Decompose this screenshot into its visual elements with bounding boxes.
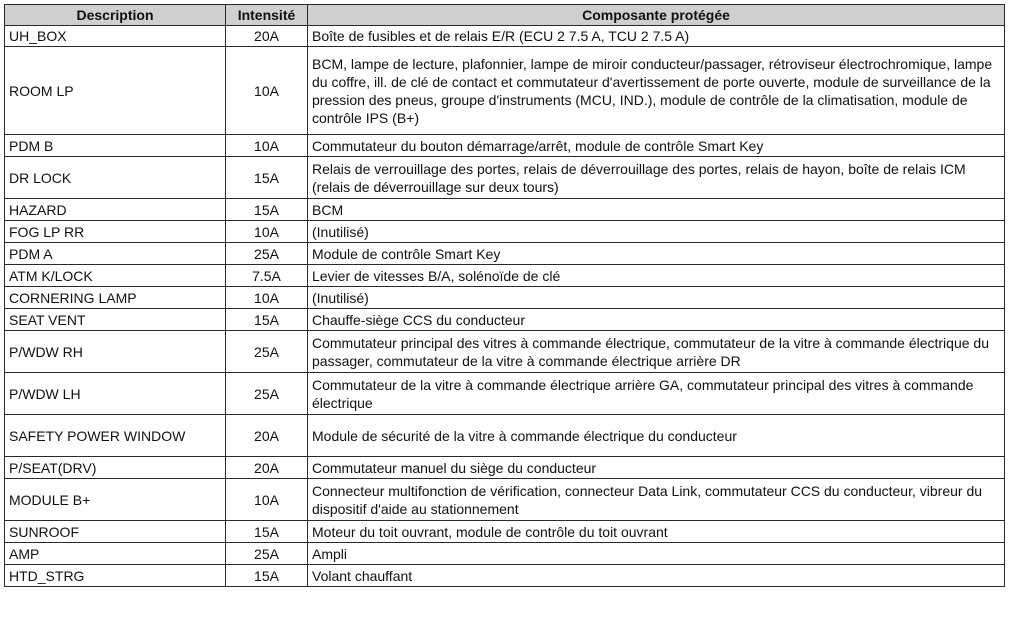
table-row	[5, 543, 1005, 565]
table-row	[5, 565, 1005, 587]
table-row	[5, 457, 1005, 479]
table-row	[5, 47, 1005, 135]
cell-description: AMP	[5, 543, 226, 565]
cell-amperage: 15A	[226, 157, 308, 199]
cell-amperage: 25A	[226, 373, 308, 415]
cell-component: Moteur du toit ouvrant, module de contrôle du toit ouvrant	[308, 521, 1005, 543]
cell-component: Levier de vitesses B/A, solénoïde de clé	[308, 265, 1005, 287]
table-row	[5, 373, 1005, 415]
cell-description: ROOM LP	[5, 47, 226, 135]
table-row	[5, 331, 1005, 373]
cell-amperage: 25A	[226, 543, 308, 565]
cell-component: (Inutilisé)	[308, 221, 1005, 243]
cell-component: Volant chauffant	[308, 565, 1005, 587]
cell-amperage: 25A	[226, 243, 308, 265]
cell-component: BCM	[308, 199, 1005, 221]
cell-amperage: 10A	[226, 221, 308, 243]
cell-amperage: 15A	[226, 199, 308, 221]
cell-amperage: 20A	[226, 415, 308, 457]
cell-amperage: 15A	[226, 565, 308, 587]
cell-description: P/WDW LH	[5, 373, 226, 415]
cell-amperage: 10A	[226, 135, 308, 157]
cell-amperage: 10A	[226, 47, 308, 135]
cell-description: SAFETY POWER WINDOW	[5, 415, 226, 457]
table-row	[5, 221, 1005, 243]
cell-description: HAZARD	[5, 199, 226, 221]
cell-description: P/SEAT(DRV)	[5, 457, 226, 479]
cell-component: BCM, lampe de lecture, plafonnier, lampe de miroir conducteur/passager, rétroviseur électrochromique, lampe du coffre, ill. de clé de contact et commutateur d'avertissement de porte ouverte, module de surveillance de la pression des pneus, groupe d'instruments (MCU, IND.), module de contrôle de la climatisation, module de contrôle IPS (B+)	[308, 47, 1005, 135]
table-body	[5, 26, 1005, 587]
cell-description: HTD_STRG	[5, 565, 226, 587]
cell-description: SEAT VENT	[5, 309, 226, 331]
cell-amperage: 10A	[226, 479, 308, 521]
cell-description: DR LOCK	[5, 157, 226, 199]
cell-component: Chauffe-siège CCS du conducteur	[308, 309, 1005, 331]
cell-description: CORNERING LAMP	[5, 287, 226, 309]
cell-amperage: 25A	[226, 331, 308, 373]
table-row	[5, 415, 1005, 457]
table-row	[5, 135, 1005, 157]
cell-component: Commutateur principal des vitres à commande électrique, commutateur de la vitre à commande électrique du passager, commutateur de la vitre à commande électrique arrière DR	[308, 331, 1005, 373]
table-row	[5, 287, 1005, 309]
table-row	[5, 521, 1005, 543]
table-row	[5, 243, 1005, 265]
cell-component: Relais de verrouillage des portes, relais de déverrouillage des portes, relais de hayon, boîte de relais ICM (relais de déverrouillage sur deux tours)	[308, 157, 1005, 199]
table-row	[5, 479, 1005, 521]
cell-amperage: 20A	[226, 457, 308, 479]
cell-description: ATM K/LOCK	[5, 265, 226, 287]
cell-description: PDM A	[5, 243, 226, 265]
cell-amperage: 7.5A	[226, 265, 308, 287]
cell-component: (Inutilisé)	[308, 287, 1005, 309]
table-row	[5, 199, 1005, 221]
cell-description: MODULE B+	[5, 479, 226, 521]
table-row	[5, 265, 1005, 287]
cell-component: Ampli	[308, 543, 1005, 565]
cell-component: Commutateur manuel du siège du conducteur	[308, 457, 1005, 479]
cell-component: Module de contrôle Smart Key	[308, 243, 1005, 265]
cell-component: Commutateur du bouton démarrage/arrêt, module de contrôle Smart Key	[308, 135, 1005, 157]
cell-description: PDM B	[5, 135, 226, 157]
cell-amperage: 15A	[226, 309, 308, 331]
cell-description: FOG LP RR	[5, 221, 226, 243]
cell-description: P/WDW RH	[5, 331, 226, 373]
cell-amperage: 10A	[226, 287, 308, 309]
table-row	[5, 157, 1005, 199]
cell-amperage: 15A	[226, 521, 308, 543]
cell-component: Commutateur de la vitre à commande électrique arrière GA, commutateur principal des vitres à commande électrique	[308, 373, 1005, 415]
cell-amperage: 20A	[226, 26, 308, 47]
table-header	[5, 5, 1005, 26]
cell-component: Module de sécurité de la vitre à commande électrique du conducteur	[308, 415, 1005, 457]
table-row	[5, 26, 1005, 47]
fuse-table	[4, 4, 1005, 587]
header-row	[5, 5, 1005, 26]
header-amperage: Intensité	[226, 5, 308, 26]
header-description: Description	[5, 5, 226, 26]
cell-component: Connecteur multifonction de vérification, connecteur Data Link, commutateur CCS du conducteur, vibreur du dispositif d'aide au stationnement	[308, 479, 1005, 521]
cell-description: UH_BOX	[5, 26, 226, 47]
cell-component: Boîte de fusibles et de relais E/R (ECU 2 7.5 A, TCU 2 7.5 A)	[308, 26, 1005, 47]
table-row	[5, 309, 1005, 331]
cell-description: SUNROOF	[5, 521, 226, 543]
header-component: Composante protégée	[308, 5, 1005, 26]
